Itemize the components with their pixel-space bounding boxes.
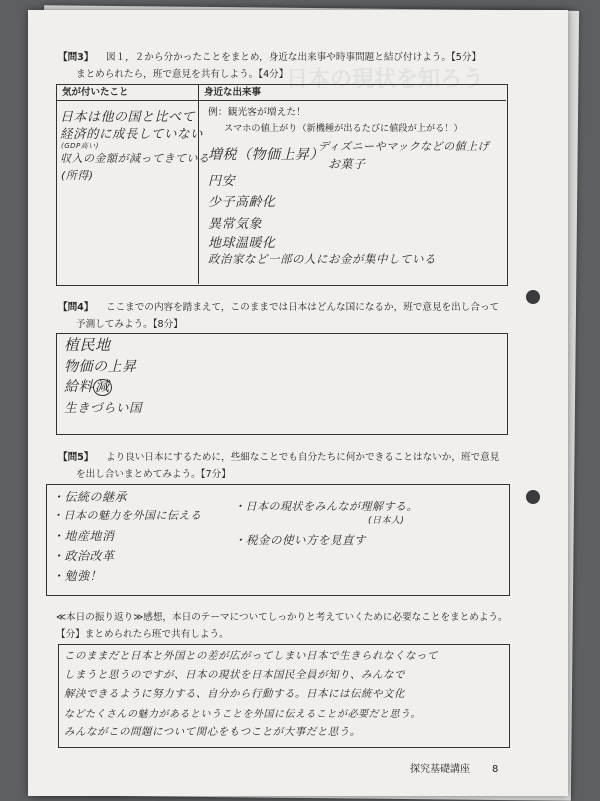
q4-answer: 物価の上昇 [64,359,137,375]
q3-right-answer: ディズニーやマックなどの値上げ [318,140,490,153]
q3-prompt-line1: 図１，２から分かったことをまとめ，身近な出来事や時事問題と結び付けよう。【5分】 [106,52,482,63]
reflection-answer-line: このままだと日本と外国との差が広がってしまい日本で生きられなくなって [64,650,438,662]
q4-answer: 生きづらい国 [64,400,143,415]
q3-column-divider [198,84,199,284]
q3-right-answer: 円安 [208,174,236,189]
q5-title: 【問5】 [58,452,94,463]
q5-right-answer-note: (日本人) [368,516,405,526]
q3-example-line2: スマホの値上がり（新機種が出るたびに値段が上がる！） [224,123,463,134]
q5-left-answer: ・日本の魅力を外国に伝える [52,509,202,522]
q5-left-answer: ・政治改革 [52,549,115,563]
q5-left-answer: ・伝統の継承 [52,490,128,504]
bleed-through-text: 日本の現状を知ろう [286,67,485,92]
q4-answer: 植民地 [64,336,111,354]
reflection-answer-line: などたくさんの魅力があるということを外国に伝えることが必要だと思う。 [64,709,421,720]
reflection-answer-line: しまうと思うのですが、日本の現状を日本国民全員が知り、みんなで [64,669,405,681]
q3-right-answer: 地球温暖化 [208,236,276,251]
q3-right-answer: お菓子 [328,157,366,171]
q3-left-answer-note: (GDP高い) [61,142,99,150]
q3-left-answer-note: (所得) [61,169,94,182]
footer-page-number: 8 [492,764,499,775]
q3-right-answer: 異常気象 [208,217,263,232]
q4-title: 【問4】 [58,302,94,313]
q4-prompt-line2: 予測してみよう。【8分】 [76,319,183,330]
q3-col-left-header: 気が付いたこと [62,87,129,98]
footer-course-name: 探究基礎講座 [410,764,470,775]
q3-left-answer: 日本は他の国と比べて [60,110,196,125]
q5-prompt-line2: を出し合いまとめてみよう。【7分】 [76,469,231,480]
worksheet-page [28,10,568,796]
q5-left-answer: ・勉強！ [52,569,103,583]
q3-prompt-line2: まとめられたら，班で意見を共有しよう。【4分】 [76,69,289,80]
reflection-answer-line: みんながこの問題について関心をもつことが大事だと思う。 [64,726,361,738]
q3-col-right-header: 身近な出来事 [204,87,262,98]
q4-answer [64,376,112,396]
punch-hole-bottom [526,490,540,504]
q3-title: 【問3】 [58,52,94,63]
q4-prompt-line1: ここまでの内容を踏まえて，このままでは日本はどんな国になるか，班で意見を出し合って [106,302,500,313]
reflection-prompt-line2: 【分】まとめられたら班で共有しよう。 [56,629,229,640]
circled-character: 減 [95,379,110,395]
reflection-prompt-line1: ≪本日の振り返り≫感想，本日のテーマについてしっかりと考えていくために必要なことをまとめよう。 [56,612,508,623]
reflection-answer-line: 解決できるように努力する、自分から行動する。日本には伝統や文化 [64,688,405,700]
q3-right-answer: 増税（物価上昇） [208,147,324,163]
q4-answer-word: 給料 [64,379,93,395]
q3-left-answer: 経済的に成長していない [60,126,204,141]
q5-left-answer: ・地産地消 [52,529,115,543]
q5-prompt-line1: より良い日本にするために，些細なことでも自分たちに何かできることはないか，班で意見 [106,452,500,463]
q3-right-answer: 少子高齢化 [208,195,276,210]
q3-left-answer: 収入の金額が減ってきている [60,152,210,165]
q5-right-answer: ・税金の使い方を見直す [234,533,366,547]
q3-right-answer: 政治家など一部の人にお金が集中している [208,252,436,266]
q4-answer-box [56,333,508,435]
q3-example-line1: 例：観光客が増えた！ [208,107,306,118]
q5-right-answer: ・日本の現状をみんなが理解する。 [234,500,418,513]
punch-hole-top [526,290,540,304]
